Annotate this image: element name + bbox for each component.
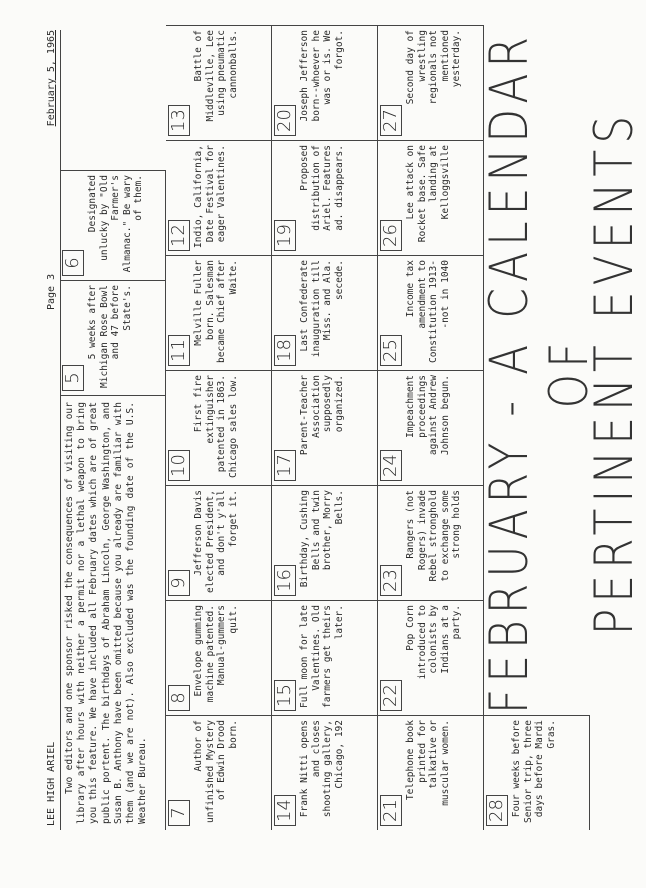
day-event-text: Birthday, Cushing Bells and twin brother, Morry Bells. — [299, 490, 345, 588]
calendar-day-cell — [60, 170, 166, 280]
calendar-day-cell — [378, 255, 484, 370]
calendar-title — [478, 30, 645, 715]
intro-paragraph: Two editors and one sponsor risked the consequences of visiting our library after hours with neither a permit nor a lethal weapon to bring you this feature. We have included all February dates which are of great public portent. The birthdays of Abraham Lincoln, George Washington, and Susan B. Anthony have been omitted because you already are familiar with them (and we are not). Also excluded was the founding date of the U.S. Weather Bureau. — [60, 395, 166, 830]
calendar-day-cell — [272, 370, 378, 485]
day-event-text: Second day of wrestling regionals not mentioned yesterday. — [405, 30, 462, 105]
day-number: 26 — [380, 220, 402, 251]
newspaper-page — [30, 30, 645, 830]
calendar-day-cell — [60, 280, 166, 395]
day-event-text: Parent-Teacher Association supposedly organized. — [299, 375, 345, 456]
day-number: 5 — [62, 365, 84, 391]
page-header — [30, 30, 61, 830]
day-event-text: Lee attack on Rocket base. Safe landing at Kelloggsville — [405, 145, 451, 243]
day-event-text: Envelope gumming machine patented. Manual-gummers quit. — [193, 605, 239, 703]
day-event-text: 5 weeks after Michigan Rose Bowl and 47 before State's. — [87, 285, 133, 388]
day-event-text: Indio, California, Date Festival for eager Valentines. — [193, 145, 227, 248]
day-number: 16 — [274, 565, 296, 596]
day-number: 17 — [274, 450, 296, 481]
day-number: 12 — [168, 220, 190, 251]
day-event-text: Battle of Middleville, Lee using pneumatic cannonballs. — [193, 30, 239, 122]
day-event-text: First fire extinguisher patented in 1863. Chicago sales low. — [193, 375, 239, 478]
calendar-day-cell — [166, 715, 272, 830]
day-number: 10 — [168, 450, 190, 481]
page-number: Page 3 — [46, 273, 57, 310]
title-line-2: PERTINENT EVENTS — [583, 109, 645, 636]
day-number: 19 — [274, 220, 296, 251]
title-line-1: FEBRUARY - A CALENDAR OF — [478, 30, 600, 715]
day-number: 24 — [380, 450, 402, 481]
day-event-text: Four weeks before Senior trip, three days before Mardi Gras. — [511, 720, 557, 823]
day-event-text: Rangers (not Rogers) invade Rebel stronghold to exchange some strong holds — [405, 490, 462, 582]
day-number: 27 — [380, 105, 402, 136]
day-number: 22 — [380, 680, 402, 711]
day-number: 28 — [486, 795, 508, 826]
day-event-text: Telephone book printed for talkative or muscular women. — [405, 720, 451, 806]
day-number: 8 — [168, 685, 190, 711]
calendar-day-cell — [378, 485, 484, 600]
day-event-text: Proposed distribution of Ariel. Features ad. disappears. — [299, 145, 345, 231]
day-event-text: Pop Corn introduced to colonists by Indians at a party. — [405, 605, 462, 680]
day-number: 20 — [274, 105, 296, 136]
calendar-day-cell — [166, 370, 272, 485]
day-event-text: Melville Fuller born. Salesman became Chief after Waite. — [193, 260, 239, 363]
day-event-text: Author of unfinished Mystery of Edwin Drood born. — [193, 720, 239, 823]
day-event-text: Income tax amendment to Constitution 1913--not in 1040 — [405, 260, 451, 363]
day-number: 18 — [274, 335, 296, 366]
calendar-grid — [60, 30, 645, 830]
calendar-day-cell — [484, 715, 590, 830]
day-event-text: Last Confederate inauguration till Miss. and Ala. secede. — [299, 260, 345, 358]
day-number: 25 — [380, 335, 402, 366]
day-number: 15 — [274, 680, 296, 711]
day-number: 21 — [380, 795, 402, 826]
day-number: 9 — [168, 570, 190, 596]
day-event-text: Full moon for late Valentines. Old farmers get theirs later. — [299, 605, 345, 708]
calendar-day-cell — [166, 600, 272, 715]
day-event-text: Frank Nitti opens and closes shooting gallery, Chicago, 192 — [299, 720, 345, 818]
calendar-day-cell — [166, 255, 272, 370]
calendar-day-cell — [272, 485, 378, 600]
day-event-text: Impeachment proceedings against Andrew Johnson begun. — [405, 375, 451, 456]
day-event-text: Jefferson Davis elected President, and don't y'all forget it. — [193, 490, 239, 593]
calendar-day-cell — [378, 715, 484, 830]
calendar-day-cell — [272, 600, 378, 715]
calendar-day-cell — [166, 140, 272, 255]
day-event-text: Designated unlucky by "Old Farmer's Almanac." Be wary of them. — [87, 175, 144, 273]
calendar-day-cell — [378, 600, 484, 715]
calendar-day-cell — [272, 255, 378, 370]
day-event-text: Joseph Jefferson born--whoever he was or is. We forgot. — [299, 30, 345, 122]
day-number: 14 — [274, 795, 296, 826]
issue-date: February 5, 1965 — [46, 30, 57, 127]
calendar-day-cell — [166, 485, 272, 600]
day-number: 11 — [168, 335, 190, 366]
calendar-day-cell — [272, 25, 378, 140]
calendar-day-cell — [378, 370, 484, 485]
calendar-day-cell — [378, 25, 484, 140]
calendar-day-cell — [378, 140, 484, 255]
day-number: 7 — [168, 800, 190, 826]
calendar-day-cell — [272, 140, 378, 255]
publication-name: LEE HIGH ARIEL — [46, 741, 57, 826]
day-number: 6 — [62, 250, 84, 276]
day-number: 23 — [380, 565, 402, 596]
calendar-day-cell — [272, 715, 378, 830]
calendar-day-cell — [166, 25, 272, 140]
day-number: 13 — [168, 105, 190, 136]
